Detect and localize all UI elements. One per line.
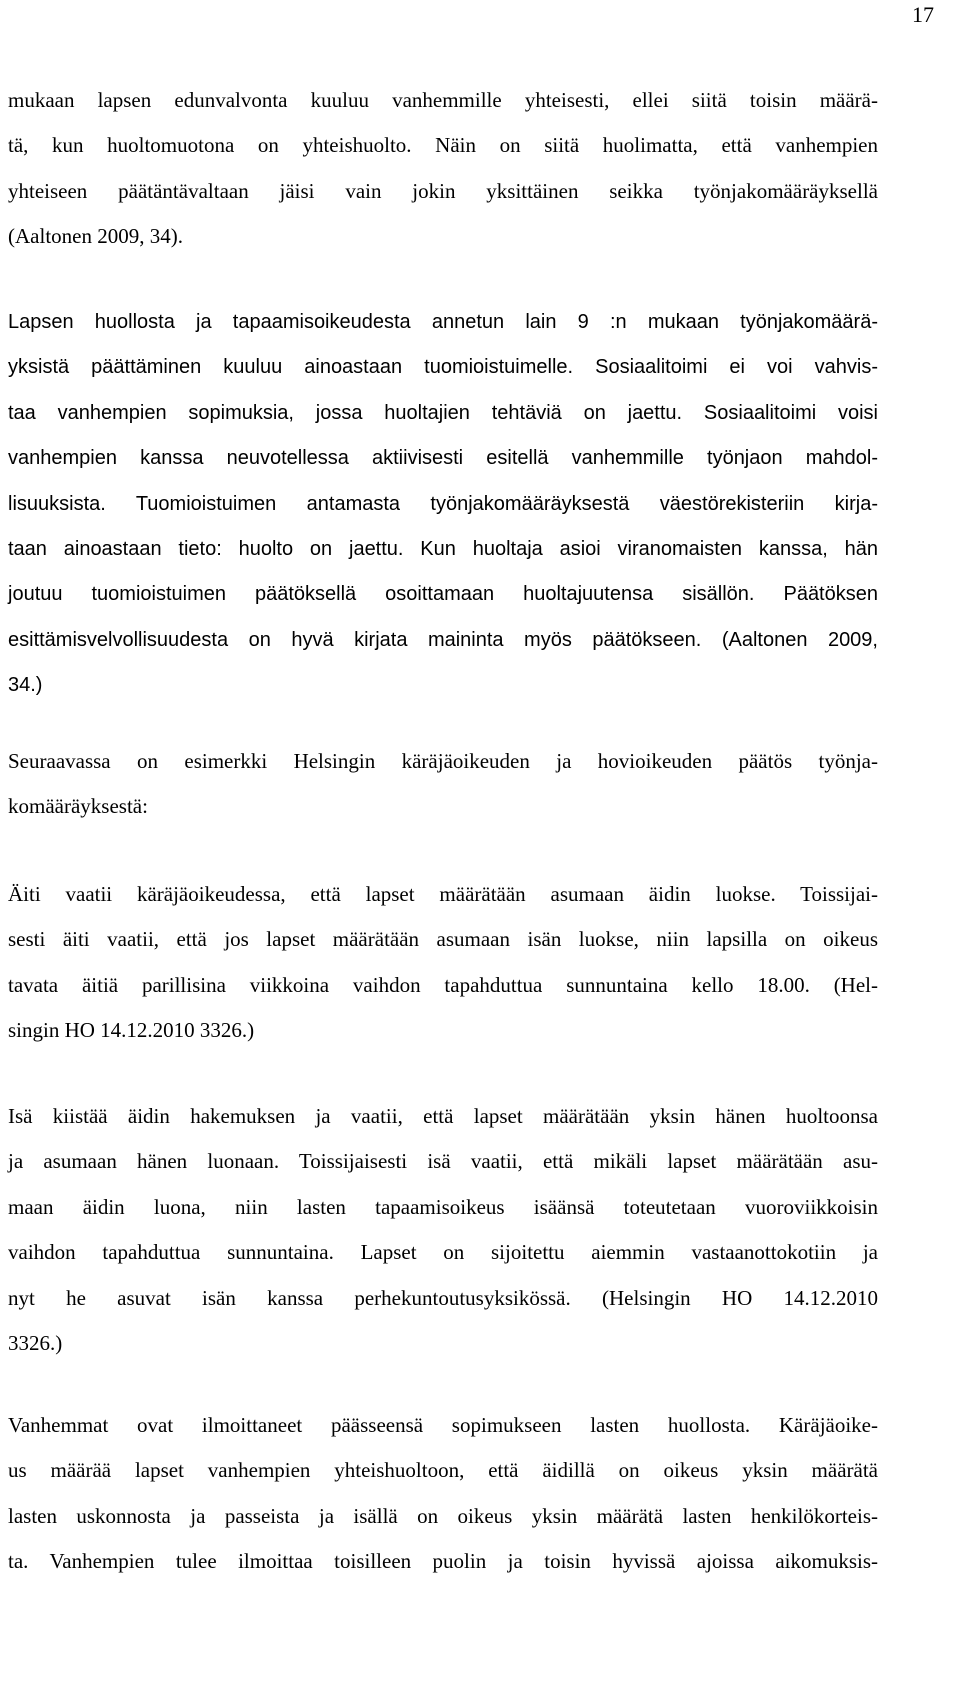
text-line: vaihdon tapahduttua sunnuntaina. Lapset on sijoitettu aiemmin vastaanottokotiin ja <box>8 1240 878 1265</box>
paragraph-6 <box>8 1403 878 1585</box>
page-number: 17 <box>912 2 934 27</box>
text-line: yksistä päättäminen kuuluu ainoastaan tuomioistuimelle. Sosiaalitoimi ei voi vahvis- <box>8 356 878 379</box>
text-line: taa vanhempien sopimuksia, jossa huoltajien tehtäviä on jaettu. Sosiaalitoimi voisi <box>8 401 878 424</box>
text-line: joutuu tuomioistuimen päätöksellä osoittamaan huoltajuutensa sisällön. Päätöksen <box>8 583 878 606</box>
text-line: tä, kun huoltomuotona on yhteishuolto. Näin on siitä huolimatta, että vanhempien <box>8 133 878 158</box>
text-line: yhteiseen päätäntävaltaan jäisi vain jokin yksittäinen seikka työnjakomääräyksellä <box>8 178 878 203</box>
text-line: taan ainoastaan tieto: huolto on jaettu. Kun huoltaja asioi viranomaisten kanssa, hän <box>8 537 878 560</box>
text-line: Seuraavassa on esimerkki Helsingin käräjäoikeuden ja hovioikeuden päätös työnja- <box>8 749 878 773</box>
text-line: vanhempien kanssa neuvotellessa aktiivisesti esitellä vanhemmille työnjaon mahdol- <box>8 447 878 470</box>
text-line: Vanhemmat ovat ilmoittaneet päässeensä sopimukseen lasten huollosta. Käräjäoike- <box>8 1413 878 1437</box>
text-line: mukaan lapsen edunvalvonta kuuluu vanhemmille yhteisesti, ellei siitä toisin määrä- <box>8 88 878 112</box>
text-line: Lapsen huollosta ja tapaamisoikeudesta annetun lain 9 :n mukaan työnjakomäärä- <box>8 311 878 333</box>
paragraph-3 <box>8 739 878 830</box>
text-line: ja asumaan hänen luonaan. Toissijaisesti isä vaatii, että mikäli lapset määrätään asu- <box>8 1149 878 1174</box>
text-line: nyt he asuvat isän kanssa perhekuntoutusyksikössä. (Helsingin HO 14.12.2010 <box>8 1285 878 1310</box>
text-line: sesti äiti vaatii, että jos lapset määrätään asumaan isän luokse, niin lapsilla on oikeus <box>8 927 878 952</box>
paragraph-2 <box>8 300 878 709</box>
text-line: lasten uskonnosta ja passeista ja isällä on oikeus yksin määrätä lasten henkilökorteis- <box>8 1503 878 1528</box>
text-line: (Aaltonen 2009, 34). <box>8 224 183 249</box>
text-line: Isä kiistää äidin hakemuksen ja vaatii, että lapset määrätään yksin hänen huoltoonsa <box>8 1104 878 1128</box>
text-line: komääräyksestä: <box>8 794 148 819</box>
text-line: 3326.) <box>8 1330 63 1355</box>
paragraph-5 <box>8 1094 878 1366</box>
text-line: 34.) <box>8 674 43 697</box>
text-line: esittämisvelvollisuudesta on hyvä kirjata maininta myös päätökseen. (Aaltonen 2009, <box>8 628 878 651</box>
paragraph-1 <box>8 78 878 260</box>
paragraph-4 <box>8 872 878 1054</box>
text-line: tavata äitiä parillisina viikkoina vaihdon tapahduttua sunnuntaina kello 18.00. (Hel- <box>8 972 878 997</box>
text-line: Äiti vaatii käräjäoikeudessa, että lapset määrätään asumaan äidin luokse. Toissijai- <box>8 882 878 906</box>
text-line: maan äidin luona, niin lasten tapaamisoikeus isäänsä toteutetaan vuoroviikkoisin <box>8 1194 878 1219</box>
text-line: us määrää lapset vanhempien yhteishuoltoon, että äidillä on oikeus yksin määrätä <box>8 1458 878 1483</box>
text-line: ta. Vanhempien tulee ilmoittaa toisilleen puolin ja toisin hyvissä ajoissa aikomuksis- <box>8 1549 878 1574</box>
text-line: singin HO 14.12.2010 3326.) <box>8 1018 255 1043</box>
text-line: lisuuksista. Tuomioistuimen antamasta työnjakomääräyksestä väestörekisteriin kirja- <box>8 492 878 515</box>
